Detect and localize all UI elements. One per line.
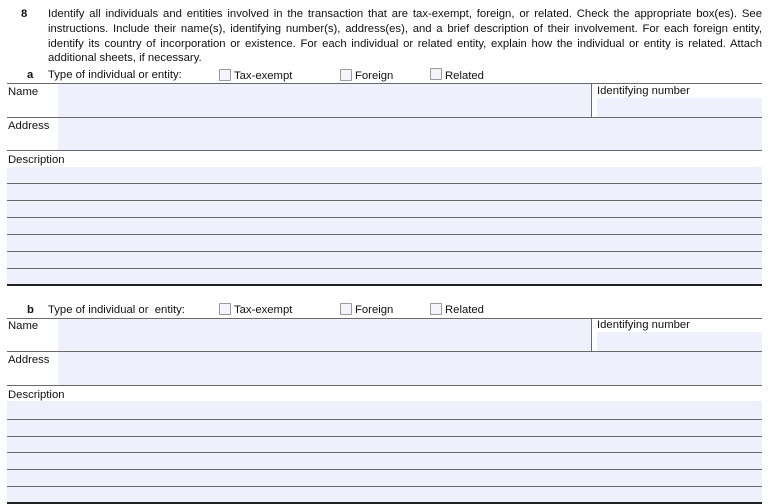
instruction-line: identify its country of incorporation or existence. For each individual or related entity, explain how the individual or entity is related. Attach (48, 38, 762, 50)
description-line-input[interactable] (7, 167, 762, 183)
instruction-line: additional sheets, if necessary. (48, 52, 202, 64)
checkbox-label: Related (445, 70, 484, 82)
identifying-number-label: Identifying number (597, 85, 690, 97)
section-letter: b (27, 304, 34, 316)
divider (7, 385, 762, 386)
section-end-rule (7, 284, 762, 286)
name-input[interactable] (58, 319, 591, 351)
divider (591, 84, 592, 117)
description-line-input[interactable] (7, 218, 762, 234)
checkbox-label: Tax-exempt (234, 304, 293, 316)
type-label: Type of individual or entity: (48, 304, 185, 316)
description-line-input[interactable] (7, 235, 762, 251)
foreign-checkbox[interactable] (340, 303, 352, 315)
name-input[interactable] (58, 84, 591, 117)
checkbox-label: Foreign (355, 304, 394, 316)
address-input[interactable] (58, 118, 762, 150)
instruction-line: Identify all individuals and entities involved in the transaction that are tax-exempt, foreign, or related. Check the appropriate box(es). See (48, 8, 762, 20)
name-label: Name (8, 320, 39, 332)
related-checkbox[interactable] (430, 303, 442, 315)
description-line-input[interactable] (7, 184, 762, 200)
identifying-number-label: Identifying number (597, 319, 690, 331)
description-line-input[interactable] (7, 453, 762, 469)
section-letter: a (27, 69, 34, 81)
description-label: Description (8, 154, 65, 166)
checkbox-label: Related (445, 304, 484, 316)
identifying-number-input[interactable] (597, 98, 762, 117)
description-label: Description (8, 389, 65, 401)
checkbox-label: Tax-exempt (234, 70, 293, 82)
name-label: Name (8, 86, 39, 98)
divider (591, 319, 592, 351)
description-line-input[interactable] (7, 269, 762, 284)
tax-exempt-checkbox[interactable] (219, 303, 231, 315)
item-number: 8 (21, 8, 28, 20)
description-line-input[interactable] (7, 401, 762, 419)
description-line-input[interactable] (7, 437, 762, 452)
address-label: Address (8, 120, 50, 132)
type-label: Type of individual or entity: (48, 69, 182, 81)
related-checkbox[interactable] (430, 68, 442, 80)
description-line-input[interactable] (7, 420, 762, 436)
foreign-checkbox[interactable] (340, 69, 352, 81)
description-line-input[interactable] (7, 470, 762, 486)
checkbox-label: Foreign (355, 70, 394, 82)
divider (7, 150, 762, 151)
description-line-input[interactable] (7, 201, 762, 217)
description-line-input[interactable] (7, 487, 762, 502)
address-label: Address (8, 354, 50, 366)
tax-exempt-checkbox[interactable] (219, 69, 231, 81)
description-line-input[interactable] (7, 252, 762, 268)
address-input[interactable] (58, 352, 762, 385)
instruction-line: instructions. Include their name(s), identifying number(s), address(es), and a brief description of their involvement. For each foreign entity, (48, 23, 762, 35)
identifying-number-input[interactable] (597, 332, 762, 351)
